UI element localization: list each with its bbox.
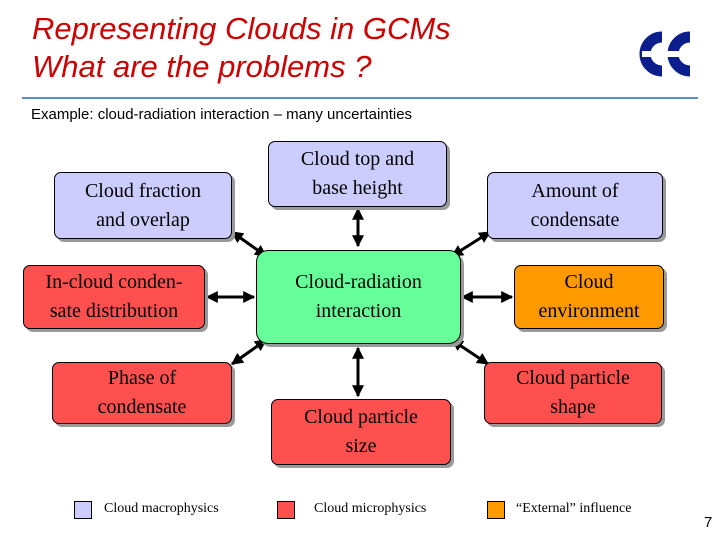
page-number: 7: [704, 514, 713, 531]
node-cloud-radiation-interaction: [256, 250, 461, 344]
node-cloud-fraction: [54, 172, 232, 239]
node-cloud-particle-shape: [484, 362, 662, 424]
slide-title-line-1: Representing Clouds in GCMs: [32, 11, 451, 46]
node-amount-condensate-label: Amount of condensate: [530, 179, 620, 231]
node-cloud-fraction-label: Cloud fraction and overlap: [84, 179, 202, 231]
node-cloud-particle-size: [271, 399, 451, 465]
node-cloud-particle-size-label: Cloud particle size: [304, 406, 418, 457]
legend-swatch-external: [487, 501, 505, 519]
node-incloud-distribution-label: In-cloud conden- sate distribution: [45, 271, 183, 322]
node-incloud-distribution: [23, 265, 205, 329]
node-cloud-environment-label: Cloud environment: [538, 271, 640, 322]
node-cloud-top-base-height-label: Cloud top and base height: [300, 148, 415, 199]
legend-label-microphysics: Cloud microphysics: [314, 501, 427, 516]
node-phase-condensate: [52, 362, 232, 424]
slide-title-line-2: What are the problems ?: [32, 49, 372, 84]
legend-swatch-macrophysics: [74, 501, 92, 519]
legend-label-external: “External” influence: [516, 501, 632, 516]
node-phase-condensate-label: Phase of condensate: [97, 367, 187, 418]
node-cloud-particle-shape-label: Cloud particle shape: [516, 367, 630, 418]
arrow-to-phase-condensate: [232, 340, 266, 364]
slide-subtitle: Example: cloud-radiation interaction – many uncertainties: [31, 106, 413, 123]
node-cloud-radiation-interaction-label: Cloud-radiation interaction: [295, 271, 422, 322]
node-cloud-environment: [514, 265, 664, 329]
node-cloud-top-base-height: [268, 141, 447, 207]
arrow-to-amount-condensate: [452, 232, 490, 256]
legend-label-macrophysics: Cloud macrophysics: [104, 501, 219, 516]
node-amount-condensate: [487, 172, 663, 239]
arrow-to-particle-shape: [452, 340, 488, 364]
legend-swatch-microphysics: [277, 501, 295, 519]
